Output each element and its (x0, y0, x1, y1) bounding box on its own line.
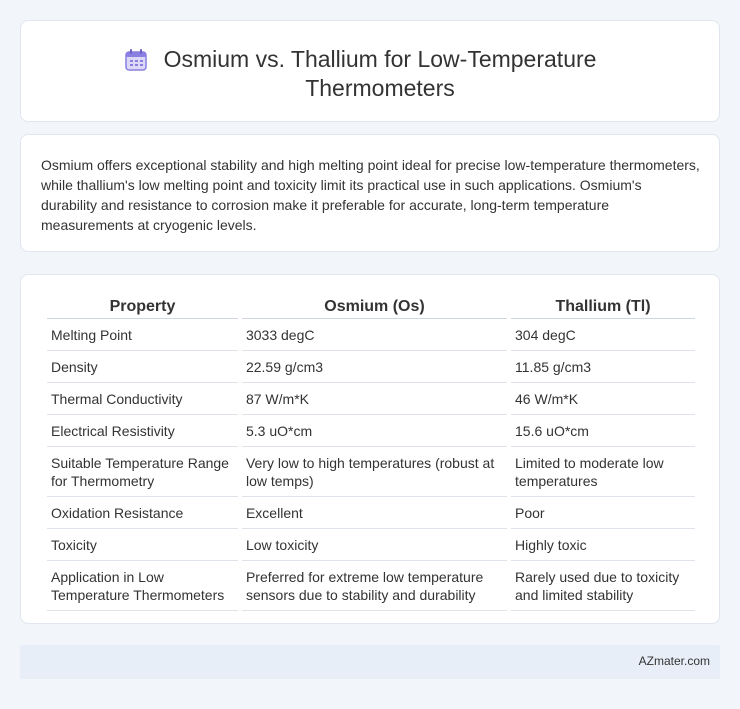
row-thallium: 304 degC (511, 319, 695, 351)
row-property: Oxidation Resistance (47, 497, 238, 529)
row-osmium: 22.59 g/cm3 (242, 351, 507, 383)
row-property: Thermal Conductivity (47, 383, 238, 415)
row-osmium: Preferred for extreme low temperature sensors due to stability and durability (242, 561, 507, 611)
row-osmium: Excellent (242, 497, 507, 529)
row-osmium: 3033 degC (242, 319, 507, 351)
table-row (47, 561, 695, 611)
row-osmium: Low toxicity (242, 529, 507, 561)
row-thallium: Limited to moderate low temperatures (511, 447, 695, 497)
row-thallium: 11.85 g/cm3 (511, 351, 695, 383)
row-osmium: Very low to high temperatures (robust at low temps) (242, 447, 507, 497)
table-row (47, 319, 695, 351)
row-property: Density (47, 351, 238, 383)
table-row (47, 351, 695, 383)
header-osmium: Osmium (Os) (242, 295, 507, 319)
table-row (47, 383, 695, 415)
title-card (20, 20, 720, 122)
footer-bar (20, 645, 720, 679)
summary-text: Osmium offers exceptional stability and high melting point ideal for precise low-temperature thermometers, while thallium's low melting point and toxicity limit its practical use in such applications. Osmium's durability and resistance to corrosion make it preferable for accurate, long-term temperature measurements at cryogenic levels. (41, 157, 700, 233)
row-thallium: 15.6 uO*cm (511, 415, 695, 447)
row-thallium: Rarely used due to toxicity and limited stability (511, 561, 695, 611)
row-property: Application in Low Temperature Thermometers (47, 561, 238, 611)
row-property: Suitable Temperature Range for Thermometry (47, 447, 238, 497)
row-osmium: 5.3 uO*cm (242, 415, 507, 447)
row-property: Toxicity (47, 529, 238, 561)
header-thallium: Thallium (Tl) (511, 295, 695, 319)
summary-card (20, 134, 720, 252)
row-thallium: Poor (511, 497, 695, 529)
row-thallium: 46 W/m*K (511, 383, 695, 415)
page-title-text: Osmium vs. Thallium for Low-Temperature Thermometers (163, 46, 597, 101)
footer-site[interactable]: AZmater.com (638, 654, 710, 668)
row-thallium: Highly toxic (511, 529, 695, 561)
table-header-row (47, 295, 695, 319)
page-title (21, 45, 719, 103)
comparison-table (43, 295, 699, 611)
row-property: Melting Point (47, 319, 238, 351)
table-row (47, 529, 695, 561)
row-osmium: 87 W/m*K (242, 383, 507, 415)
row-property: Electrical Resistivity (47, 415, 238, 447)
table-row (47, 497, 695, 529)
comparison-table-card (20, 274, 720, 624)
table-row (47, 415, 695, 447)
header-property: Property (47, 295, 238, 319)
table-row (47, 447, 695, 497)
